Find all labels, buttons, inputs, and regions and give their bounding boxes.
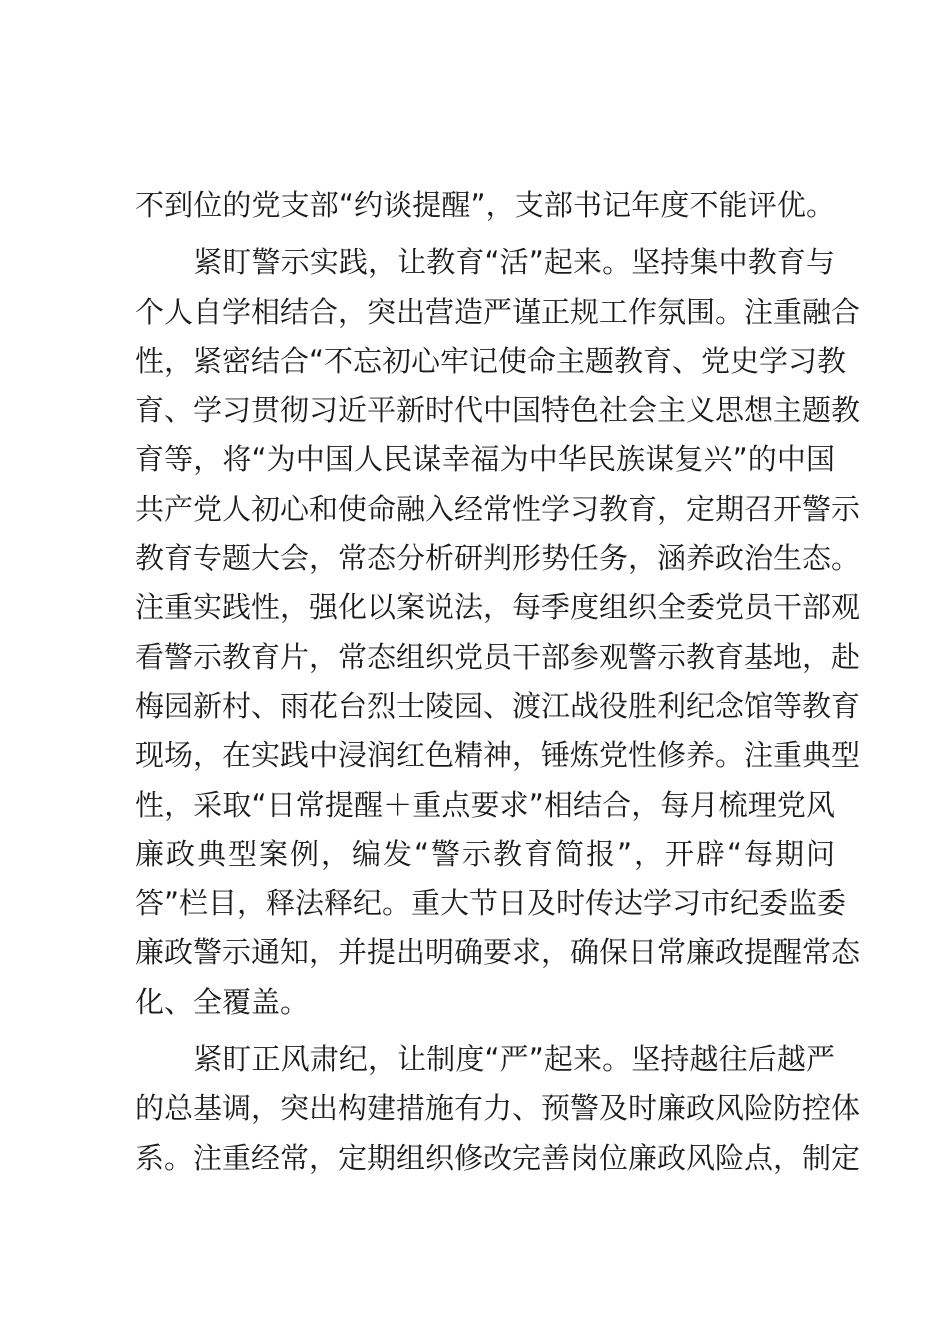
- paragraph-start-line: 紧盯警示实践，让教育“活”起来。坚持集中教育与: [135, 245, 835, 280]
- text-line: 性，紧密结合“不忘初心牢记使命主题教育、党史学习教: [135, 343, 847, 378]
- text-line: 廉政警示通知，并提出明确要求，确保日常廉政提醒常态: [135, 935, 861, 970]
- text-line: 的总基调，突出构建措施有力、预警及时廉政风险防控体: [135, 1091, 861, 1126]
- text-line: 注重实践性，强化以案说法，每季度组织全委党员干部观: [135, 590, 861, 625]
- text-line: 育等，将“为中国人民谋幸福为中华民族谋复兴”的中国: [135, 442, 835, 477]
- paragraph-start-line: 紧盯正风肃纪，让制度“严”起来。坚持越往后越严: [135, 1042, 835, 1077]
- text-line: 教育专题大会，常态分析研判形势任务，涵养政治生态。: [135, 541, 861, 576]
- text-line: 共产党人初心和使命融入经常性学习教育，定期召开警示: [135, 491, 861, 526]
- text-line: 现场，在实践中浸润红色精神，锤炼党性修养。注重典型: [135, 738, 861, 773]
- text-line: 育、学习贯彻习近平新时代中国特色社会主义思想主题教: [135, 393, 861, 428]
- text-line: 不到位的党支部“约谈提醒”，支部书记年度不能评优。: [135, 188, 835, 222]
- body-text: [135, 181, 861, 1183]
- text-line: 系。注重经常，定期组织修改完善岗位廉政风险点，制定: [135, 1140, 861, 1175]
- text-line: 答”栏目，释法释纪。重大节日及时传达学习市纪委监委: [135, 886, 847, 921]
- text-line: 廉政典型案例，编发“警示教育简报”，开辟“每期问: [135, 836, 835, 871]
- text-line: 个人自学相结合，突出营造严谨正规工作氛围。注重融合: [135, 294, 861, 329]
- text-line: 看警示教育片，常态组织党员干部参观警示教育基地，赴: [135, 639, 861, 674]
- text-line: 梅园新村、雨花台烈士陵园、渡江战役胜利纪念馆等教育: [135, 688, 861, 723]
- text-line: 性，采取“日常提醒＋重点要求”相结合，每月梳理党风: [135, 787, 835, 822]
- paragraph-end-line: 化、全覆盖。: [135, 984, 310, 1019]
